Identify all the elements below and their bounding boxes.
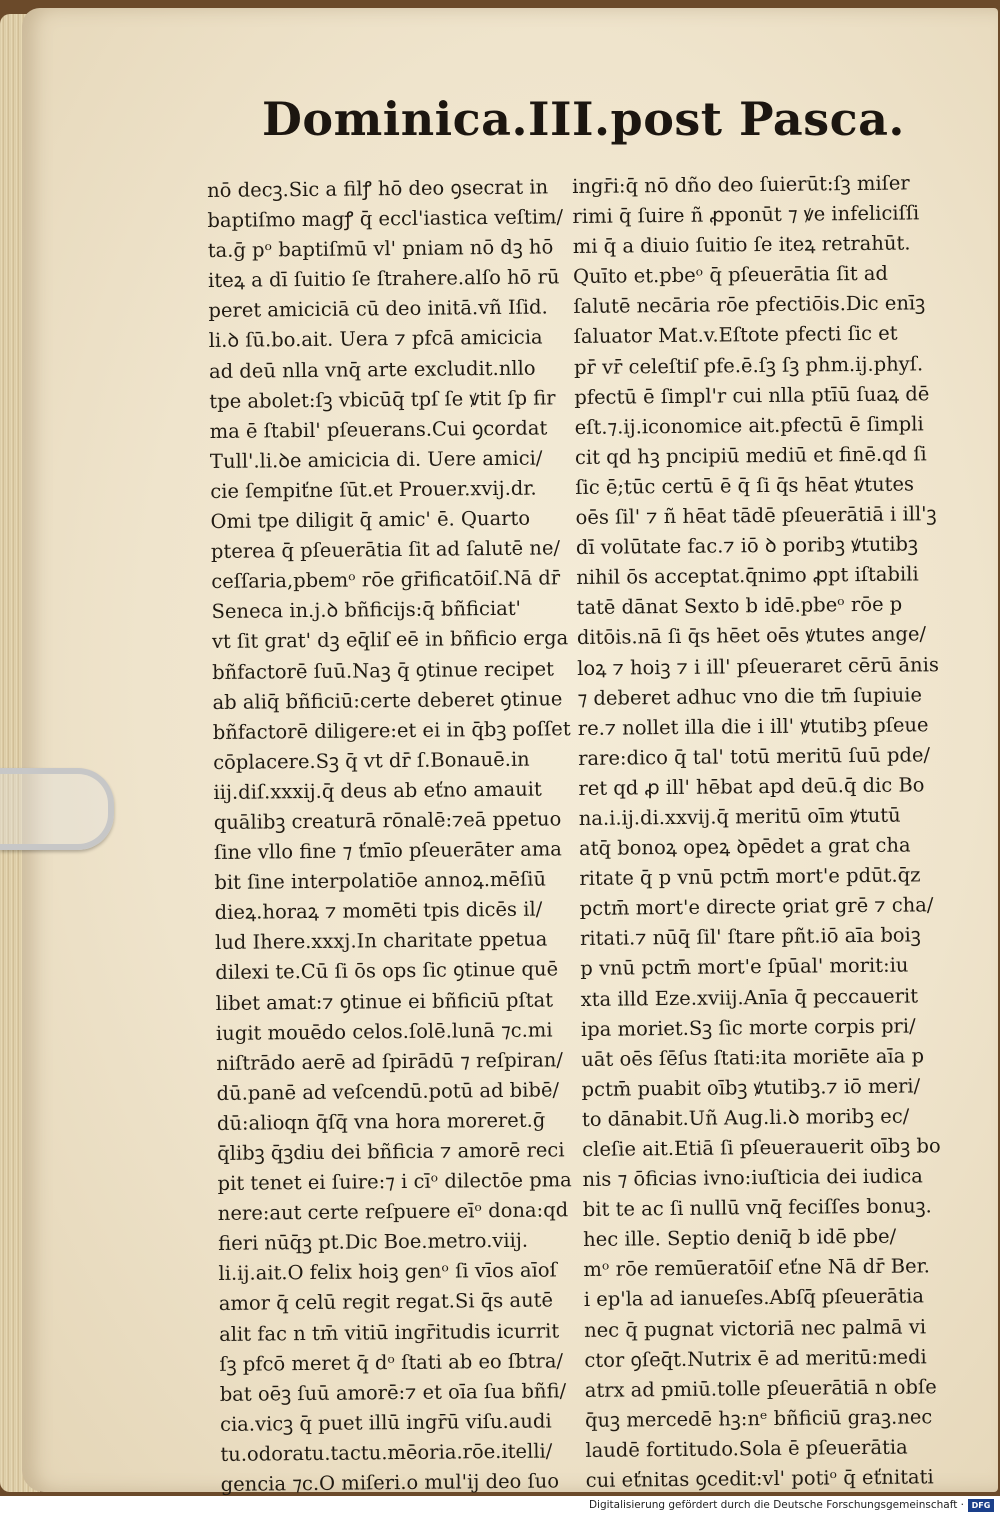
text-line: iij.diſ.xxxij.q̄ deus ab eťno amauit: [213, 777, 542, 804]
text-line: pr̄ vr̄ celeſtiſ pfe.ē.ſꝫ ſꝫ phm.ij.phyſ.: [573, 351, 924, 379]
right-text-column: [572, 168, 954, 1496]
text-line: cia.vicꝫ q̄ puet illū ingr̄ū viſu.audi: [219, 1409, 552, 1436]
dfg-logo: DFG: [968, 1499, 994, 1512]
text-line: cie ſempiťne ſūt.et Prouer.xvij.dr.: [210, 476, 537, 503]
text-line: Seneca in.j.ꝺ bñficijs:q̄ bñficiat': [211, 597, 522, 624]
text-line: i ep'la ad ianueſes.Abſq̄ pſeuerātia: [583, 1284, 925, 1312]
text-line: p vnū pctm̄ mort'e ſpūal' morit:iu: [580, 953, 909, 981]
text-line: re.⁊ nollet illa die i ill' ꝟtutibꝫ pſeue: [577, 712, 929, 740]
page-clip: [0, 768, 114, 850]
text-line: rare:dico q̄ tal' totū meritū ſuū pde/: [578, 743, 931, 770]
text-line: iugit mouēdo celos.ſolē.lunā ⁊c.mi: [215, 1018, 553, 1045]
text-line: Quīto et.pbeᵒ q̄ pſeuerātia ſit ad: [572, 261, 889, 289]
text-line: ſic ē;tūc certū ē q̄ ſi q̄s hēat ꝟtutes: [575, 472, 915, 499]
text-line: ritate q̄ p vnū pctm̄ mort'e pdūt.q̄z: [579, 863, 921, 891]
text-line: ditōis.nā ſi q̄s hēet oēs ꝟtutes ange/: [576, 622, 927, 650]
text-line: bñfactorē diligere:et ei in q̄bꝫ poſſet: [212, 716, 571, 744]
text-line: ritati.⁊ nūq̄ ſil' ſtare pñt.iō aīa boiꝫ: [579, 923, 921, 951]
text-line: ab aliq̄ bñficiū:certe deberet ꝯtinue: [212, 686, 563, 714]
text-line: li.ij.ait.O felix hoiꝫ genᵒ ſi vīos aīoſ: [218, 1258, 557, 1286]
text-line: ⁊ deberet adhuc vno die tm̄ ſupiuie: [577, 682, 923, 710]
text-line: na.i.ij.di.xxvij.q̄ meritū oīm ꝟtutū: [578, 803, 901, 830]
text-line: xta illd Eze.xviij.Anīa q̄ peccauerit: [580, 983, 919, 1011]
text-line: ceſſaria,pbemᵒ rōe gr̄ificatōiſ.Nā dr̄: [211, 566, 561, 594]
text-line: vt ſit grat' dꝫ eq̄liſ eē in bñficio erga: [211, 626, 569, 654]
text-line: gencia ⁊c.O miſeri.o mul'ij deo ſuo: [220, 1469, 560, 1496]
text-line: Omi tpe diligit q̄ amic' ē. Quarto: [210, 506, 531, 534]
text-line: ſine vllo fine ⁊ ťmīo pſeuerāter ama: [213, 837, 562, 865]
text-line: nihil ōs acceptat.q̄nimo ꝓpt iſtabili: [576, 562, 919, 590]
text-line: nō decꝫ.Sic a filꝭ hō deo ꝯsecrat in: [207, 175, 549, 202]
funding-credit: Digitalisierung gefördert durch die Deutsche Forschungsgemeinschaft ·: [588, 1499, 964, 1511]
text-line: cōplacere.Sꝫ q̄ vt dr̄ ſ.Bonauē.in: [213, 747, 530, 774]
text-line: bit te ac ſi nullū vnq̄ feciſſes bonuꝫ.: [582, 1194, 932, 1222]
text-line: dieꝝ.horaꝝ ⁊ momēti tpis dicēs il/: [214, 897, 543, 925]
text-line: cui eťnitas ꝯcedit:vl' potiᵒ q̄ eťnitati: [585, 1465, 934, 1492]
text-line: lud Ihere.xxxj.In charitate ppetua: [214, 927, 548, 955]
text-line: loꝝ ⁊ hoiꝫ ⁊ i ill' pſeueraret cērū ānis: [577, 652, 940, 680]
text-line: to dānabit.Uñ Aug.li.ꝺ moribꝫ ec/: [581, 1104, 910, 1131]
text-line: li.ꝺ ſū.bo.ait. Uera ⁊ pfcā amicicia: [208, 325, 543, 353]
text-line: alit fac n tm̄ vitiū ingr̄itudis icurrit: [219, 1318, 560, 1346]
text-line: nec q̄ pugnat victoriā nec palmā vi: [584, 1314, 927, 1342]
text-line: pfectū ē ſimpl'r cui nlla ptīū ſuaꝝ dē: [574, 381, 930, 409]
text-line: mᵒ rōe remūeratōiſ eťne Nā dr̄ Ber.: [583, 1254, 931, 1282]
text-line: ta.ḡ pᵒ baptiſmū vl' pniam nō dꝫ hō: [207, 235, 554, 263]
text-line: fieri nūq̄ꝫ pt.Dic Boe.metro.viij.: [218, 1228, 529, 1256]
text-line: bat oēꝫ ſuū amorē:⁊ et oīa ſua bñfi/: [219, 1379, 567, 1406]
text-line: hec ille. Septio deniq̄ b idē pbe/: [583, 1224, 897, 1252]
text-line: atq̄ bonoꝝ opeꝝ ꝺpēdet a grat cha: [578, 833, 911, 861]
text-line: pctm̄ puabit oībꝫ ꝟtutibꝫ.⁊ iō meri/: [581, 1074, 921, 1101]
text-line: dilexi te.Cū ſi ōs ops ſic ꝯtinue quē: [215, 957, 559, 985]
text-line: oēs ſil' ⁊ ñ hēat tādē pſeuerātiā i ill'ꝫ: [575, 502, 937, 530]
text-line: nis ⁊ ōficias ivno:iuſticia dei iudica: [582, 1164, 923, 1192]
text-line: dū:alioqn q̄ſq̄ vna hora moreret.ḡ: [216, 1108, 546, 1135]
text-line: nere:aut certe reſpuere eīᵒ dona:qd: [217, 1198, 569, 1226]
text-line: dū.panē ad veſcendū.potū ad bibē/: [216, 1078, 560, 1105]
text-line: pterea q̄ pſeuerātia ſit ad ſalutē ne/: [210, 536, 561, 564]
text-line: tatē dānat Sexto b idē.pbeᵒ rōe p: [576, 592, 903, 620]
text-line: niſtrādo aerē ad ſpirādū ⁊ reſpiran/: [216, 1048, 564, 1075]
text-line: ſꝫ pfcō meret q̄ dᵒ ſtati ab eo ſbtra/: [219, 1348, 564, 1376]
text-line: peret amiciciā cū deo initā.vñ Iſid.: [208, 295, 548, 323]
text-line: ad deū nlla vnq̄ arte excludit.nllo: [208, 356, 536, 383]
text-line: mi q̄ a diuio ſuitio ſe iteꝝ retrahūt.: [572, 231, 911, 259]
text-line: quālibꝫ creaturā rōnalē:⁊eā ppetuo: [213, 807, 562, 834]
text-line: ipa moriet.Sꝫ ſic morte corpis pri/: [580, 1014, 916, 1041]
text-line: iteꝝ a dī ſuitio ſe ſtrahere.alſo hō rū: [207, 265, 560, 293]
text-line: uāt oēs ſēſus ſtati:ita moriēte aīa p: [581, 1044, 925, 1071]
text-line: baptiſmo magꝭ q̄ eccl'iastica veſtim/: [207, 205, 564, 233]
digitization-footer: [0, 1496, 1000, 1516]
text-line: bit ſine interpolatiōe annoꝝ.mēſiū: [214, 867, 547, 895]
text-line: ret qd ꝓ ill' hēbat apd deū.q̄ dic Bo: [578, 773, 925, 800]
text-line: q̄uꝫ mercedē hꝫ:nᵉ bñficiū graꝫ.nec: [584, 1405, 933, 1432]
text-line: tpe abolet:ſꝫ vbicūq̄ tpſ ſe ꝟtit ſp fir: [209, 386, 556, 413]
text-line: tu.odoratu.tactu.mēoria.rōe.itelli/: [220, 1439, 553, 1466]
text-line: laudē fortitudo.Sola ē pſeuerātia: [585, 1435, 908, 1462]
text-line: ingr̄i:q̄ nō dño deo ſuierūt:ſꝫ miſer: [572, 171, 910, 198]
text-line: amor q̄ celū regit regat.Si q̄s autē: [218, 1288, 554, 1316]
text-line: ctor ꝯſeq̄t.Nutrix ē ad meritū:medi: [584, 1345, 927, 1372]
text-line: cit qd hꝫ pncipiū mediū et finē.qd ſi: [574, 442, 927, 469]
text-line: q̄libꝫ q̄ꝫdiu dei bñficia ⁊ amorē reci: [217, 1138, 565, 1165]
text-line: pctm̄ mort'e directe ꝯriat grē ⁊ cha/: [579, 893, 934, 921]
text-line: dī volūtate fac.⁊ iō ꝺ poribꝫ ꝟtutibꝫ: [575, 532, 919, 560]
left-text-column: [207, 172, 593, 1496]
text-line: ma ē ſtabil' pſeuerans.Cui ꝯcordat: [209, 416, 548, 443]
text-line: libet amat:⁊ ꝯtinue ei bñficiū pſtat: [215, 987, 554, 1015]
text-line: ſalutē necāria rōe pfectiōis.Dic enīꝫ: [573, 291, 926, 319]
text-line: cleſie ait.Etiā ſi pſeuerauerit oībꝫ bo: [582, 1134, 941, 1161]
text-line: ſaluator Mat.v.Eſtote pfecti ſic et: [573, 322, 898, 349]
text-line: pit tenet ei ſuire:⁊ i cīᵒ dilectōe pma: [217, 1168, 572, 1196]
text-line: eſt.⁊.ij.iconomice ait.pfectū ē ſimpli: [574, 412, 924, 439]
text-line: Tull'.li.ꝺe amicicia di. Uere amici/: [209, 446, 543, 473]
text-line: rimi q̄ ſuire ñ ꝓponūt ⁊ ꝟe infeliciſſi: [572, 201, 920, 229]
text-line: bñfactorē ſuū.Naꝫ q̄ ꝯtinue recipet: [212, 656, 555, 684]
page-heading: Dominica.III.post Pasca.: [262, 92, 905, 146]
text-line: atrx ad pmiū.tolle pſeuerātiā n obſe: [584, 1374, 937, 1402]
